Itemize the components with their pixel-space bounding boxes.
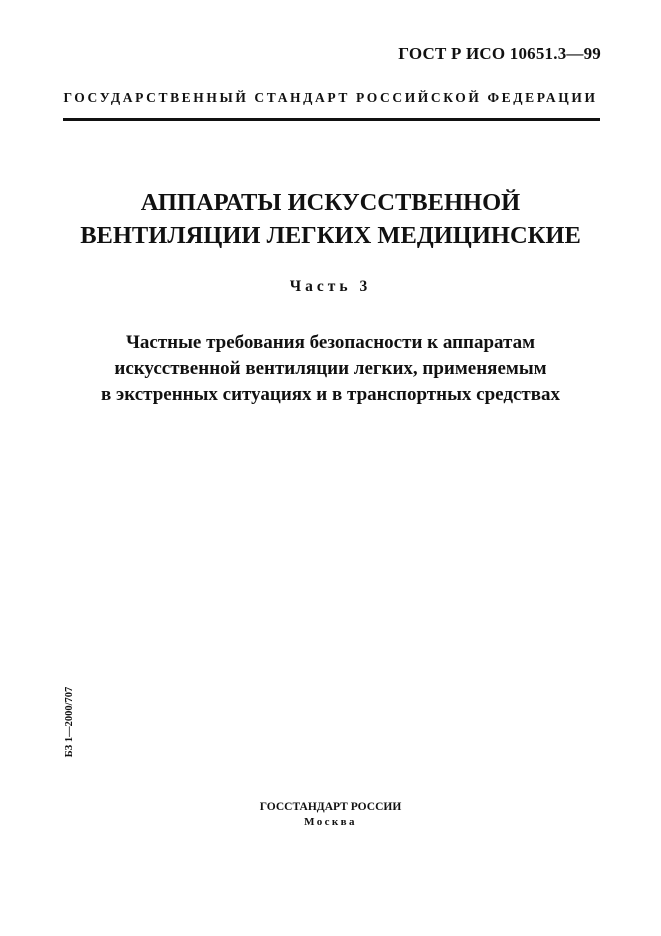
subtitle <box>0 330 661 408</box>
publisher-city: Москва <box>304 816 357 828</box>
main-title-line: АППАРАТЫ ИСКУССТВЕННОЙ <box>140 189 521 216</box>
horizontal-rule <box>63 118 600 121</box>
document-code: ГОСТ Р ИСО 10651.3—99 <box>398 44 601 63</box>
part-label: Часть 3 <box>289 278 372 295</box>
subtitle-line: в экстренных ситуациях и в транспортных средствах <box>101 384 560 405</box>
publisher-name: ГОССТАНДАРТ РОССИИ <box>259 801 402 813</box>
subtitle-line: Частные требования безопасности к аппаратам <box>125 332 536 353</box>
side-catalog-code: БЗ 1—2000/707 <box>64 686 75 758</box>
main-title <box>0 186 661 252</box>
subtitle-line: искусственной вентиляции легких, применяемым <box>114 358 547 379</box>
main-title-line: ВЕНТИЛЯЦИИ ЛЕГКИХ МЕДИЦИНСКИЕ <box>80 222 581 249</box>
state-standard-heading: ГОСУДАРСТВЕННЫЙ СТАНДАРТ РОССИЙСКОЙ ФЕДЕРАЦИИ <box>63 90 598 105</box>
